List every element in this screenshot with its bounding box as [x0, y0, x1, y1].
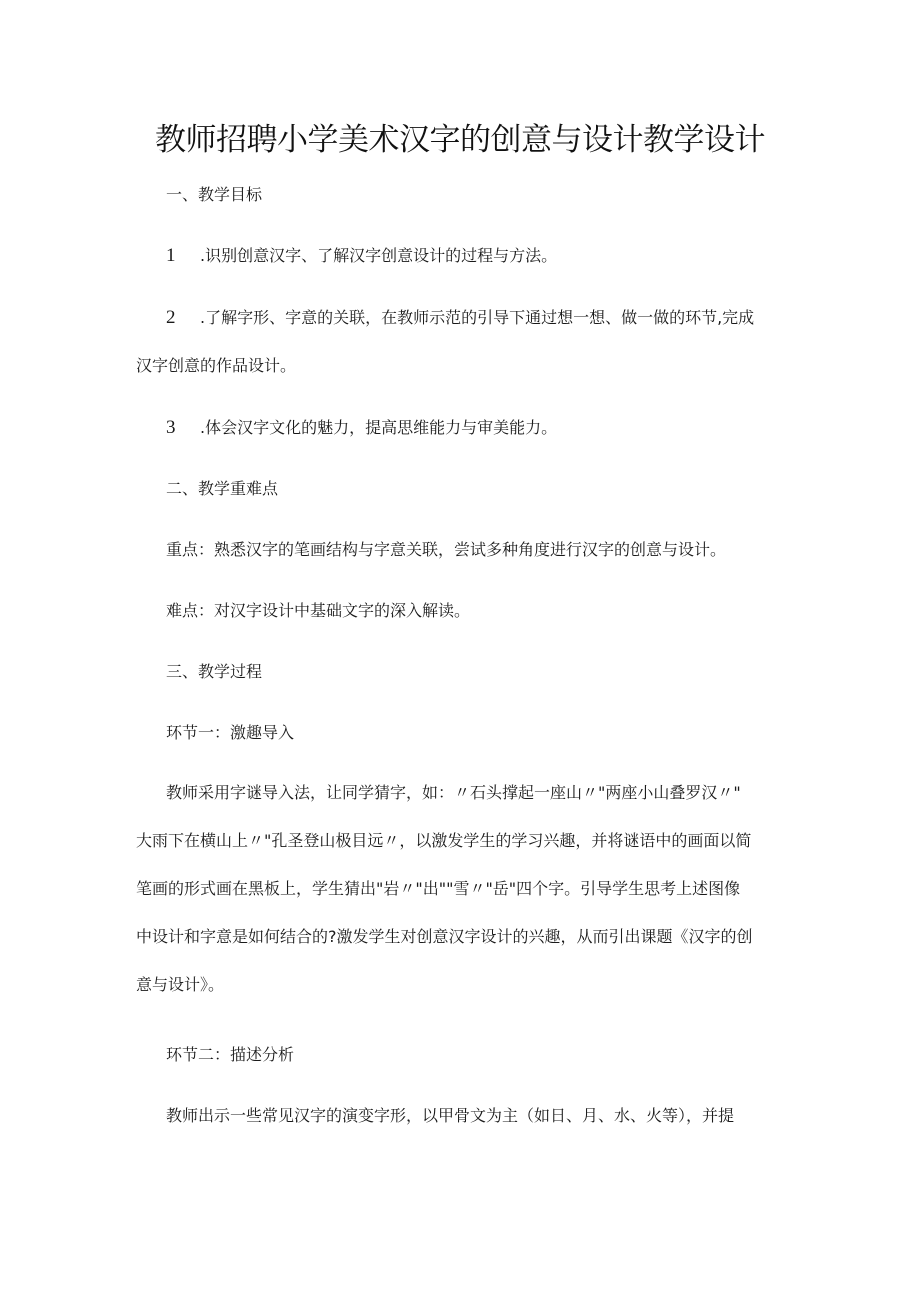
step-1-paragraph-line: 笔画的形式画在黑板上，学生猜出"岩〃"出""雪〃"岳"四个字。引导学生思考上述图像 [136, 879, 741, 898]
step-1-paragraph-line: 中设计和字意是如何结合的?激发学生对创意汉字设计的兴趣，从而引出课题《汉字的创 [136, 927, 753, 946]
goal-text: .识别创意汉字、了解汉字创意设计的过程与方法。 [200, 246, 558, 265]
goal-item-3 [166, 416, 557, 440]
section-heading-process: 三、教学过程 [166, 662, 263, 681]
section-heading-key-points: 二、教学重难点 [166, 479, 279, 498]
goal-number: 2 [166, 307, 176, 328]
section-heading-goals: 一、教学目标 [166, 185, 263, 204]
goal-number: 3 [166, 417, 176, 438]
difficult-point-text: 难点：对汉字设计中基础文字的深入解读。 [166, 601, 471, 620]
goal-text: .了解字形、字意的关联，在教师示范的引导下通过想一想、做一做的环节,完成 [200, 308, 755, 327]
key-point-text: 重点：熟悉汉字的笔画结构与字意关联，尝试多种角度进行汉字的创意与设计。 [166, 540, 727, 559]
goal-item-2-continuation: 汉字创意的作品设计。 [136, 356, 297, 375]
goal-number: 1 [166, 245, 176, 266]
goal-item-2 [166, 306, 754, 330]
goal-text: .体会汉字文化的魅力，提高思维能力与审美能力。 [200, 418, 558, 437]
step-1-paragraph-line: 意与设计》。 [136, 975, 225, 994]
step-2-heading: 环节二：描述分析 [166, 1045, 295, 1064]
step-1-paragraph-line: 教师采用字谜导入法，让同学猜字，如：〃石头撑起一座山〃"两座小山叠罗汉〃" [166, 783, 741, 802]
document-title: 教师招聘小学美术汉字的创意与设计教学设计 [155, 122, 765, 158]
goal-item-1 [166, 244, 557, 268]
step-1-heading: 环节一：激趣导入 [166, 723, 295, 742]
step-2-paragraph-line: 教师出示一些常见汉字的演变字形，以甲骨文为主（如日、月、水、火等），并提 [166, 1106, 735, 1125]
step-1-paragraph-line: 大雨下在横山上〃"孔圣登山极目远〃，以激发学生的学习兴趣，并将谜语中的画面以简 [136, 831, 752, 850]
